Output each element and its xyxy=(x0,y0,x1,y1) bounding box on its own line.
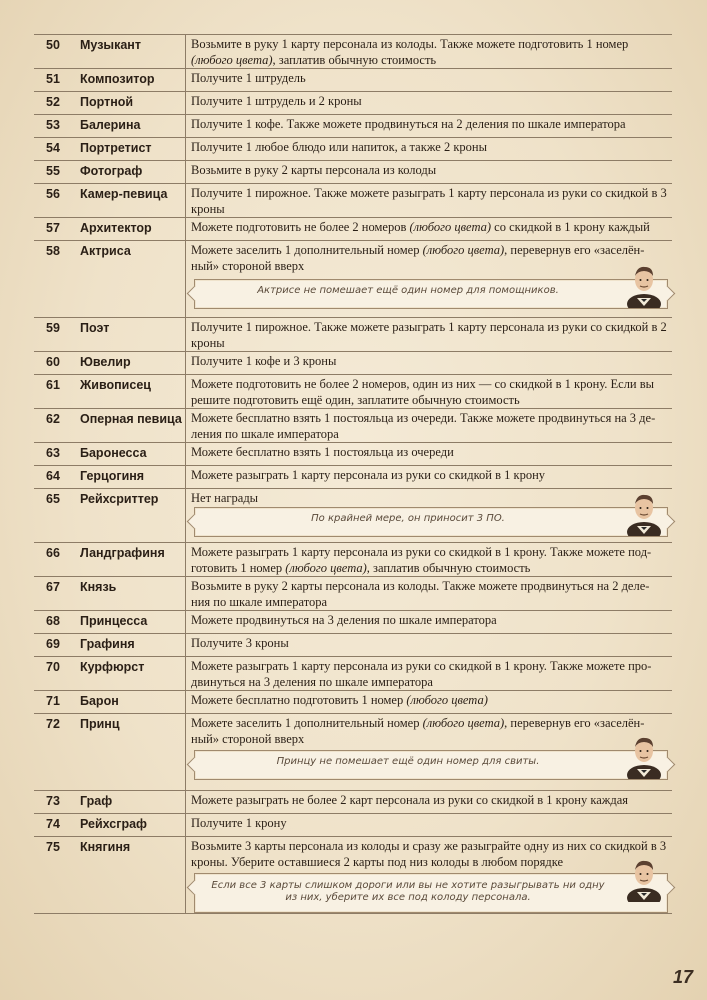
row-number: 57 xyxy=(46,221,60,235)
staff-name: Композитор xyxy=(80,72,155,86)
staff-effect xyxy=(185,577,672,610)
staff-effect xyxy=(185,115,672,137)
row-number: 75 xyxy=(46,840,60,854)
staff-effect xyxy=(185,657,672,690)
effect-fragment: Можете разыграть не более 2 карт персонала из руки со скидкой в 1 крону каждая xyxy=(191,793,629,807)
effect-fragment: , перевернув его «заселён-ный» стороной вверх xyxy=(191,243,645,273)
staff-name: Живописец xyxy=(80,378,151,392)
staff-effect xyxy=(185,611,672,633)
staff-effect xyxy=(185,138,672,160)
effect-fragment: Можете подготовить не более 2 номеров xyxy=(191,220,410,234)
table-row xyxy=(34,657,672,691)
staff-name: Поэт xyxy=(80,321,110,335)
concierge-portrait-icon xyxy=(625,852,663,902)
concierge-portrait-icon xyxy=(625,729,663,779)
effect-text xyxy=(186,466,672,486)
row-number: 53 xyxy=(46,118,60,132)
effect-fragment: Возьмите 3 карты персонала из колоды и сразу же разыграйте одну из них со скидкой в 3 кроны. Уберите оставшиеся 2 карты под низ колоды в любом порядке xyxy=(191,839,667,869)
staff-effect xyxy=(185,691,672,713)
effect-emphasis: (любого цвета) xyxy=(422,716,505,730)
effect-fragment: Нет награды xyxy=(191,491,259,505)
effect-emphasis: (любого цвета) xyxy=(406,693,488,707)
staff-effect xyxy=(185,35,672,68)
effect-fragment: , заплатив обычную стоимость xyxy=(272,52,437,67)
staff-table xyxy=(34,34,672,914)
staff-name: Балерина xyxy=(80,118,141,132)
effect-fragment: Получите 1 пирожное. Также можете разыграть 1 карту персонала из руки со скидкой в 2 кроны xyxy=(191,320,667,350)
table-row xyxy=(34,161,672,184)
effect-text xyxy=(186,241,672,276)
row-number: 71 xyxy=(46,694,60,708)
effect-text xyxy=(186,791,672,811)
table-row xyxy=(34,184,672,218)
effect-emphasis: (любого цвета) xyxy=(409,220,492,234)
table-row xyxy=(34,375,672,409)
row-number: 69 xyxy=(46,637,60,651)
flavor-note-text: Принцу не помешает ещё один номер для свиты. xyxy=(276,756,540,767)
effect-fragment: Можете заселить 1 дополнительный номер xyxy=(191,243,423,257)
table-row xyxy=(34,577,672,611)
effect-fragment: Можете бесплатно взять 1 постояльца из очереди. Также можете продвинуться на 3 де-ления по шкале императора xyxy=(191,411,656,441)
effect-emphasis: (любого цвета) xyxy=(191,52,273,67)
table-row xyxy=(34,634,672,657)
staff-name: Принцесса xyxy=(80,614,148,628)
effect-fragment: Можете заселить 1 дополнительный номер xyxy=(191,716,423,730)
staff-name: Актриса xyxy=(80,244,131,258)
staff-name: Камер-певица xyxy=(80,187,168,201)
table-row xyxy=(34,92,672,115)
staff-name: Ландграфиня xyxy=(80,546,165,560)
staff-name: Архитектор xyxy=(80,221,152,235)
effect-text xyxy=(186,714,672,749)
row-number: 50 xyxy=(46,38,60,52)
effect-text xyxy=(186,611,672,631)
effect-text xyxy=(186,409,672,444)
row-number: 72 xyxy=(46,717,60,731)
table-row xyxy=(34,611,672,634)
table-row xyxy=(34,543,672,577)
staff-effect xyxy=(185,489,672,542)
table-row xyxy=(34,352,672,375)
staff-effect xyxy=(185,814,672,836)
staff-effect xyxy=(185,714,672,790)
effect-text xyxy=(186,69,672,89)
effect-fragment: Возьмите в руку 2 карты персонала из колоды xyxy=(191,163,437,177)
effect-fragment: Получите 1 кофе. Также можете продвинуться на 2 деления по шкале императора xyxy=(191,117,626,131)
staff-effect xyxy=(185,318,672,351)
effect-text xyxy=(186,577,672,612)
staff-name: Оперная певица xyxy=(80,412,182,426)
effect-text xyxy=(186,443,672,463)
row-number: 68 xyxy=(46,614,60,628)
flavor-note-text: По крайней мере, он приносит 3 ПО. xyxy=(311,513,505,524)
flavor-note-text: Если все 3 карты слишком дороги или вы не хотите разыгрывать ни одну из них, уберите их все под колоду персонала. xyxy=(211,880,605,903)
row-number: 59 xyxy=(46,321,60,335)
row-number: 54 xyxy=(46,141,60,155)
staff-name: Граф xyxy=(80,794,113,808)
effect-fragment: Можете бесплатно подготовить 1 номер xyxy=(191,693,407,707)
staff-effect xyxy=(185,184,672,217)
effect-text xyxy=(186,318,672,353)
effect-text xyxy=(186,634,672,654)
flavor-note-text: Актрисе не помешает ещё один номер для помощников. xyxy=(257,285,559,296)
concierge-portrait-icon xyxy=(625,258,663,308)
table-row xyxy=(34,489,672,543)
effect-emphasis: (любого цвета) xyxy=(285,560,367,575)
effect-fragment: Можете разыграть 1 карту персонала из руки со скидкой в 1 крону. Также можете под-готовить 1 номер xyxy=(191,545,652,575)
effect-fragment: Можете разыграть 1 карту персонала из руки со скидкой в 1 крону. Также можете про-двинуться на 3 деления по шкале императора xyxy=(191,659,652,689)
page-number: 17 xyxy=(672,967,693,987)
row-number: 60 xyxy=(46,355,60,369)
staff-name: Портретист xyxy=(80,141,152,155)
table-row xyxy=(34,837,672,914)
effect-text xyxy=(186,35,672,70)
row-number: 64 xyxy=(46,469,60,483)
staff-name: Княгиня xyxy=(80,840,131,854)
table-row xyxy=(34,409,672,443)
effect-fragment: Получите 1 штрудель xyxy=(191,71,306,85)
effect-text xyxy=(186,138,672,158)
staff-name: Музыкант xyxy=(80,38,141,52)
row-number: 70 xyxy=(46,660,60,674)
staff-effect xyxy=(185,466,672,488)
staff-effect xyxy=(185,634,672,656)
flavor-note xyxy=(194,750,668,780)
table-row xyxy=(34,34,672,69)
effect-fragment: Можете продвинуться на 3 деления по шкале императора xyxy=(191,613,497,627)
effect-text xyxy=(186,115,672,135)
effect-fragment: Возьмите в руку 2 карты персонала из колоды. Также можете продвинуться на 2 деле-ния по шкале императора xyxy=(191,579,650,609)
table-row xyxy=(34,691,672,714)
staff-name: Графиня xyxy=(80,637,135,651)
effect-fragment: , перевернув его «заселён-ный» стороной вверх xyxy=(191,716,645,746)
staff-name: Князь xyxy=(80,580,117,594)
table-row xyxy=(34,714,672,791)
effect-text xyxy=(186,352,672,372)
table-row xyxy=(34,69,672,92)
row-number: 63 xyxy=(46,446,60,460)
effect-fragment: Получите 3 кроны xyxy=(191,636,289,650)
effect-text xyxy=(186,543,672,578)
row-number: 62 xyxy=(46,412,60,426)
effect-fragment: Можете разыграть 1 карту персонала из руки со скидкой в 1 крону xyxy=(191,468,546,482)
flavor-note xyxy=(194,507,668,537)
table-row xyxy=(34,241,672,318)
effect-fragment: Получите 1 штрудель и 2 кроны xyxy=(191,94,362,108)
table-row xyxy=(34,318,672,352)
row-number: 73 xyxy=(46,794,60,808)
staff-effect xyxy=(185,161,672,183)
staff-name: Фотограф xyxy=(80,164,143,178)
effect-fragment: Можете бесплатно взять 1 постояльца из очереди xyxy=(191,445,454,459)
effect-text xyxy=(186,657,672,692)
staff-effect xyxy=(185,69,672,91)
staff-name: Курфюрст xyxy=(80,660,145,674)
effect-text xyxy=(186,375,672,410)
effect-fragment: Получите 1 крону xyxy=(191,816,287,830)
effect-fragment: , заплатив обычную стоимость xyxy=(366,560,531,575)
staff-effect xyxy=(185,837,672,913)
flavor-note xyxy=(194,279,668,309)
row-number: 74 xyxy=(46,817,60,831)
table-row xyxy=(34,814,672,837)
effect-text xyxy=(186,218,672,238)
row-number: 52 xyxy=(46,95,60,109)
table-row xyxy=(34,443,672,466)
effect-text xyxy=(186,92,672,112)
table-row xyxy=(34,138,672,161)
effect-fragment: Можете подготовить не более 2 номеров, один из них — со скидкой в 1 крону. Если вы решите подготовить ещё один, заплатите обычную стоимость xyxy=(191,377,655,407)
row-number: 51 xyxy=(46,72,60,86)
effect-fragment: Получите 1 любое блюдо или напиток, а также 2 кроны xyxy=(191,140,487,154)
row-number: 55 xyxy=(46,164,60,178)
row-number: 67 xyxy=(46,580,60,594)
row-number: 58 xyxy=(46,244,60,258)
effect-text xyxy=(186,161,672,181)
staff-name: Рейхсграф xyxy=(80,817,147,831)
row-number: 66 xyxy=(46,546,60,560)
staff-effect xyxy=(185,543,672,576)
staff-effect xyxy=(185,218,672,240)
staff-effect xyxy=(185,791,672,813)
flavor-note xyxy=(194,873,668,913)
staff-name: Герцогиня xyxy=(80,469,145,483)
concierge-portrait-icon xyxy=(625,486,663,536)
row-number: 61 xyxy=(46,378,60,392)
table-row xyxy=(34,791,672,814)
row-number: 56 xyxy=(46,187,60,201)
staff-effect xyxy=(185,241,672,317)
effect-fragment: Получите 1 кофе и 3 кроны xyxy=(191,354,337,368)
table-row xyxy=(34,218,672,241)
staff-name: Барон xyxy=(80,694,119,708)
effect-text xyxy=(186,814,672,834)
effect-text xyxy=(186,489,672,509)
staff-effect xyxy=(185,409,672,442)
effect-emphasis: (любого цвета) xyxy=(422,243,505,257)
row-number: 65 xyxy=(46,492,60,506)
effect-fragment: Возьмите в руку 1 карту персонала из колоды. Также можете подготовить 1 номер xyxy=(191,37,629,51)
effect-text xyxy=(186,691,672,711)
staff-name: Рейхсриттер xyxy=(80,492,159,506)
staff-name: Баронесса xyxy=(80,446,147,460)
effect-fragment: Получите 1 пирожное. Также можете разыграть 1 карту персонала из руки со скидкой в 3 кроны xyxy=(191,186,667,216)
table-row xyxy=(34,466,672,489)
staff-effect xyxy=(185,352,672,374)
effect-text xyxy=(186,184,672,219)
staff-name: Портной xyxy=(80,95,134,109)
table-row xyxy=(34,115,672,138)
staff-name: Ювелир xyxy=(80,355,131,369)
staff-effect xyxy=(185,375,672,408)
staff-name: Принц xyxy=(80,717,120,731)
effect-fragment: со скидкой в 1 крону каждый xyxy=(491,220,650,234)
effect-text xyxy=(186,837,672,872)
staff-effect xyxy=(185,92,672,114)
staff-effect xyxy=(185,443,672,465)
